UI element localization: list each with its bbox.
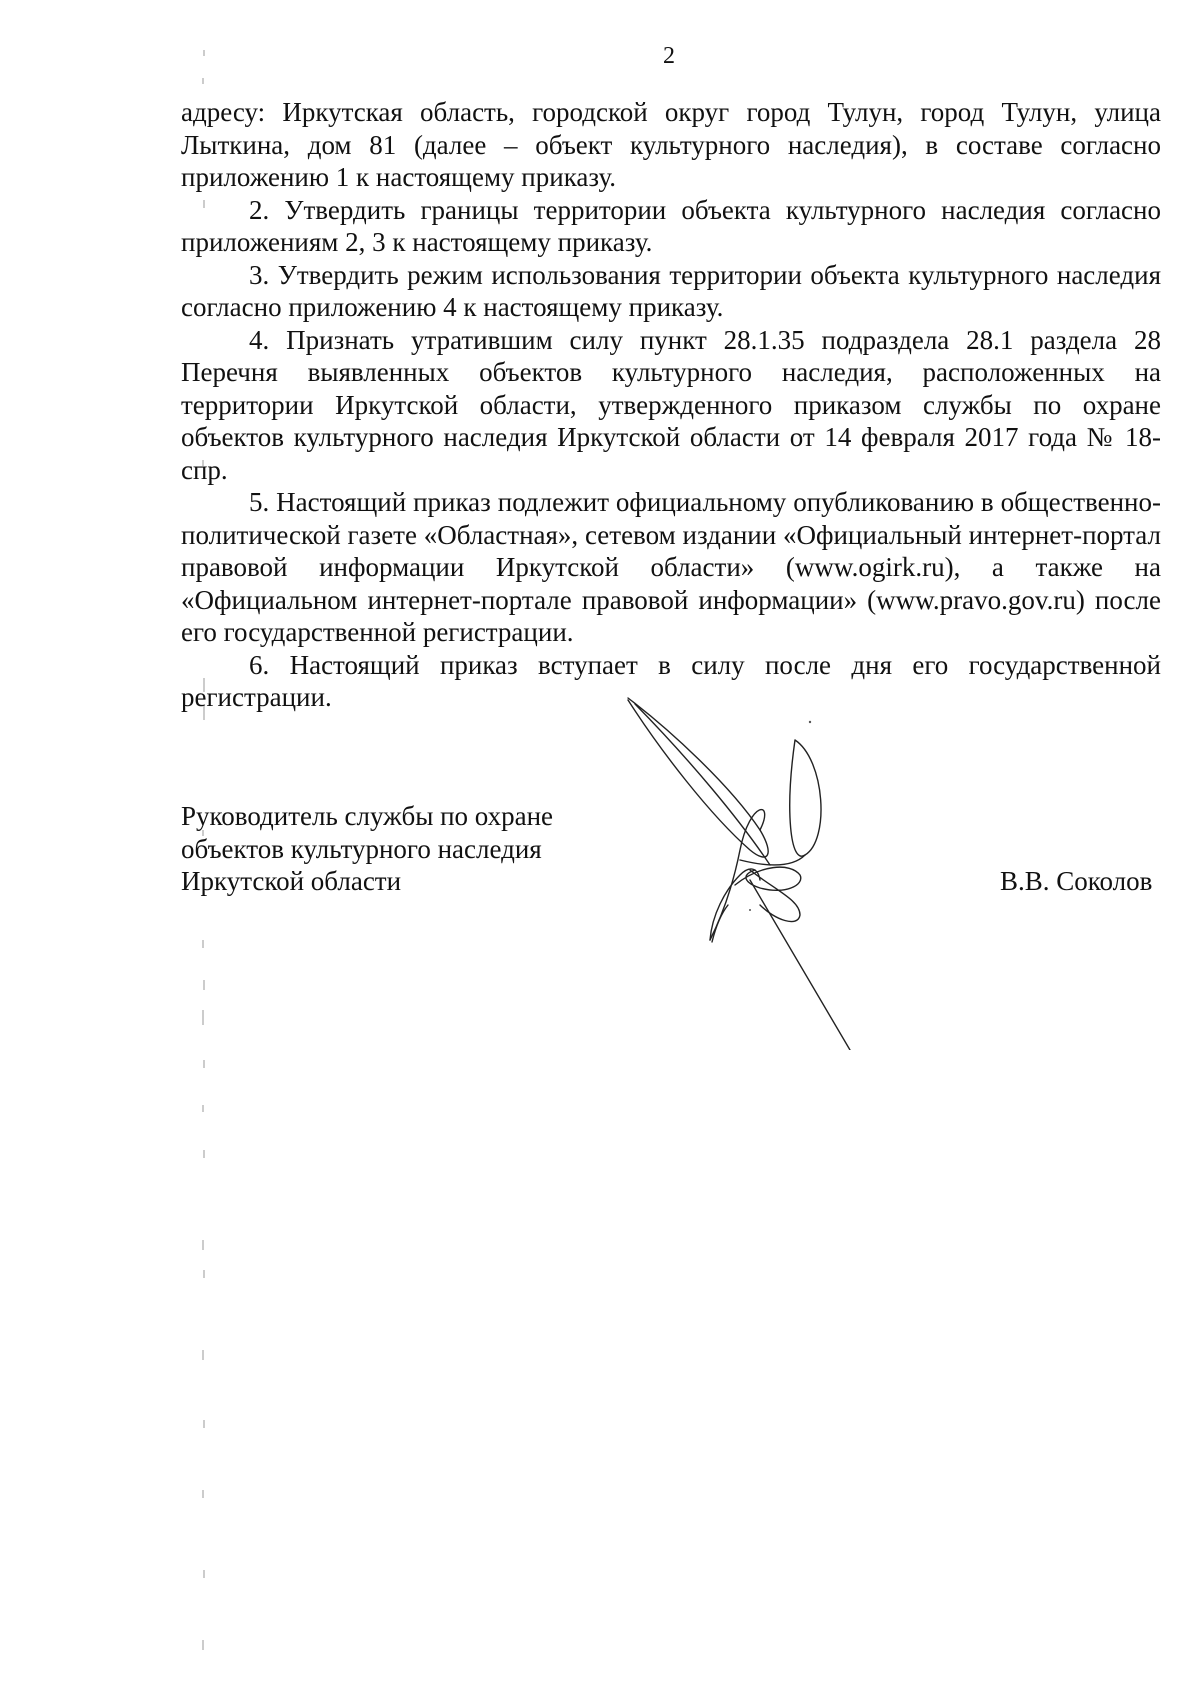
paragraph-item-2: 2. Утвердить границы территории объекта культурного наследия согласно приложениям 2, 3 к настоящему приказу. — [181, 194, 1161, 257]
signatory-position-line-2: объектов культурного наследия — [181, 833, 542, 864]
signatory-position — [181, 800, 553, 898]
signatory-position-line-1: Руководитель службы по охране — [181, 801, 554, 831]
page-number: 2 — [663, 43, 675, 69]
paragraph-item-5: 5. Настоящий приказ подлежит официальному опубликованию в общественно-политической газете «Областная», сетевом издании «Официальный интернет-портал правовой информации Иркутской области» (www.ogirk.ru), а также на «Официальном интернет-портале правовой информации» (www.pravo.gov.ru) после его государственной регистрации. — [181, 487, 1161, 647]
paragraph-item-6: 6. Настоящий приказ вступает в силу после дня его государственной регистрации. — [181, 649, 1161, 712]
handwritten-signature — [600, 690, 960, 1050]
paragraph-1-continuation: адресу: Иркутская область, городской округ город Тулун, город Тулун, улица Лыткина, дом 81 (далее – объект культурного наследия), в составе согласно приложению 1 к настоящему приказу. — [181, 97, 1161, 192]
document-body — [181, 96, 1161, 714]
paragraph-item-3: 3. Утвердить режим использования территории объекта культурного наследия согласно приложению 4 к настоящему приказу. — [181, 259, 1161, 322]
paragraph-item-4: 4. Признать утратившим силу пункт 28.1.35 подраздела 28.1 раздела 28 Перечня выявленных объектов культурного наследия, расположенных на территории Иркутской области, утвержденного приказом службы по охране объектов культурного наследия Иркутской области от 14 февраля 2017 года № 18-спр. — [181, 324, 1161, 485]
signatory-position-line-3: Иркутской области — [181, 866, 402, 896]
signatory-name: В.В. Соколов — [1000, 866, 1153, 896]
